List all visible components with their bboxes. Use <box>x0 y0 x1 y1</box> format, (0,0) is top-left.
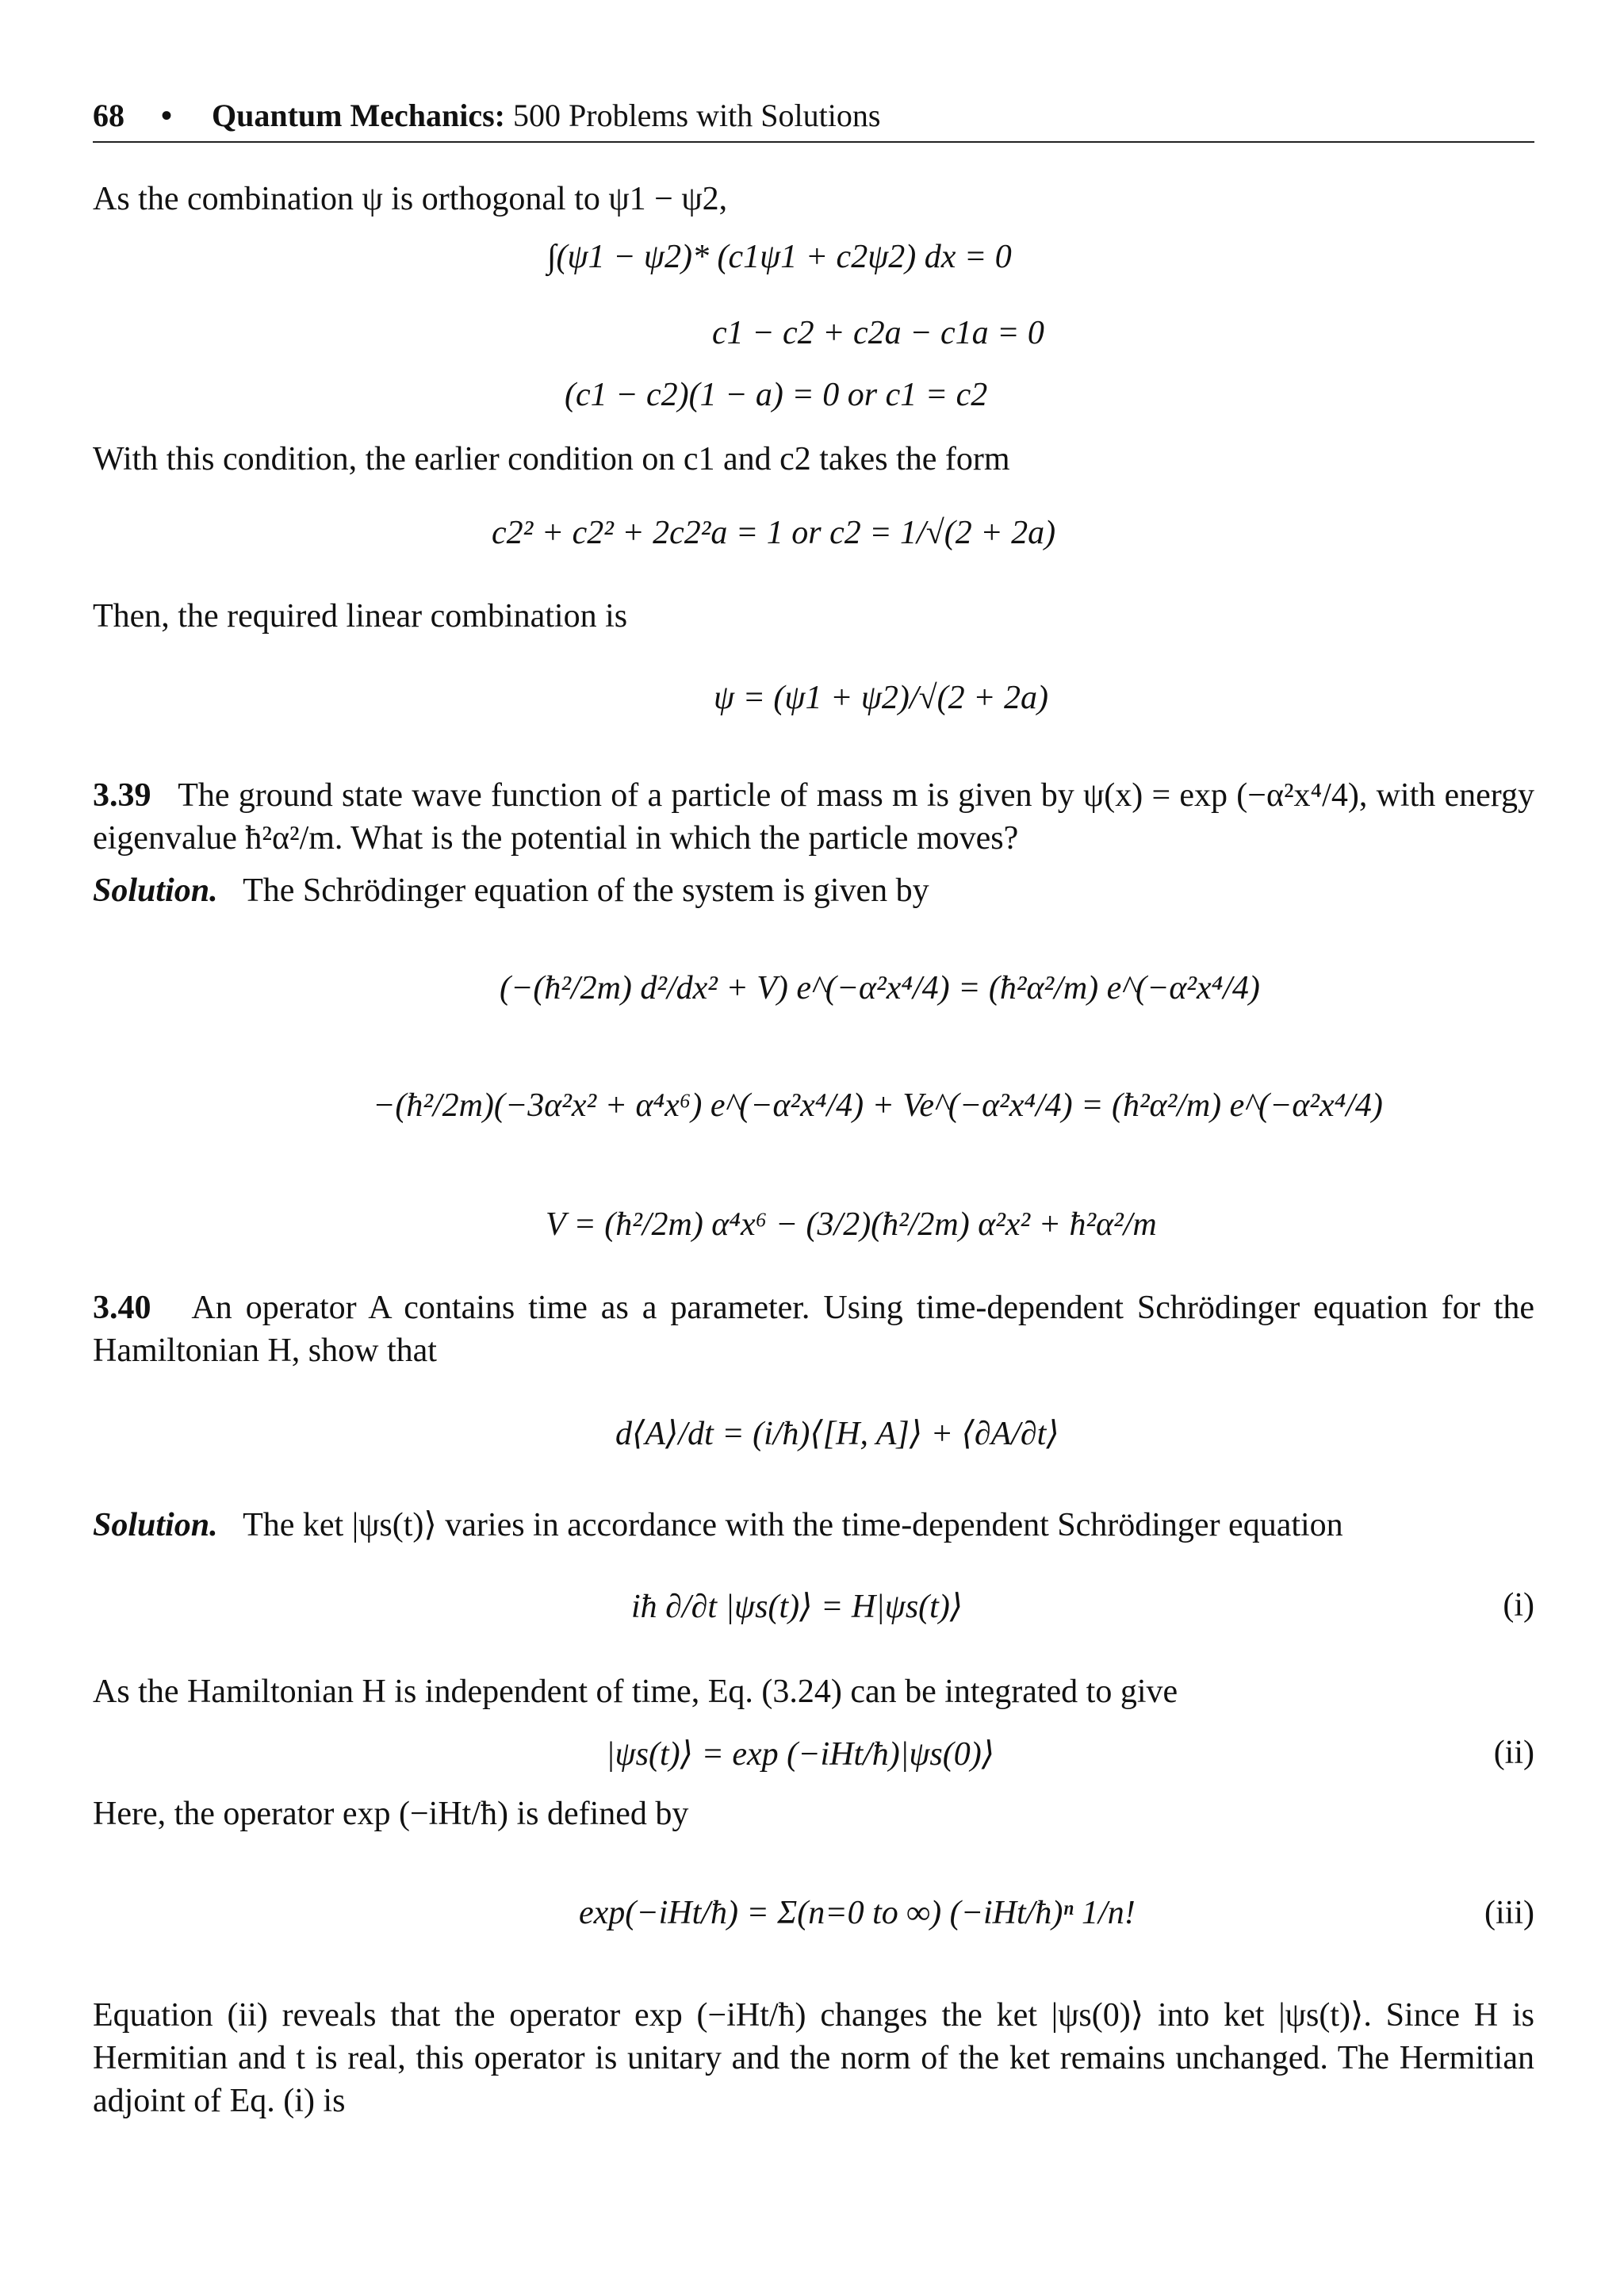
equation-coefficient-expansion: c1 − c2 + c2a − c1a = 0 <box>712 315 1044 351</box>
problem-3-40-text: An operator A contains time as a parameter. Using time-dependent Schrödinger equation for the Hamiltonian H, show that <box>93 1290 1535 1369</box>
paragraph-hamiltonian-independent: As the Hamiltonian H is independent of time, Eq. (3.24) can be integrated to give <box>93 1673 1178 1710</box>
solution-3-40 <box>93 1504 1534 1547</box>
book-title-rest: 500 Problems with Solutions <box>513 98 881 133</box>
problem-number-3-40: 3.40 <box>93 1290 151 1326</box>
solution-label: Solution. <box>93 872 218 909</box>
page-number: 68 <box>93 98 124 133</box>
equation-exponential-series: exp(−iHt/ħ) = Σ(n=0 to ∞) (−iHt/ħ)ⁿ 1/n! <box>579 1895 1136 1931</box>
equation-tag-ii: (ii) <box>1493 1735 1534 1771</box>
problem-3-40 <box>93 1286 1534 1372</box>
equation-orthogonality-integral: ∫(ψ1 − ψ2)* (c1ψ1 + c2ψ2) dx = 0 <box>547 239 1012 275</box>
book-title-bold: Quantum Mechanics: <box>212 98 505 133</box>
equation-potential-result: V = (ħ²/2m) α⁴x⁶ − (3/2)(ħ²/2m) α²x² + ħ²α²/m <box>546 1206 1157 1243</box>
equation-ehrenfest: d⟨A⟩/dt = (i/ħ)⟨[H, A]⟩ + ⟨∂A/∂t⟩ <box>615 1416 1059 1452</box>
equation-schrodinger-expanded: −(ħ²/2m)(−3α²x² + α⁴x⁶) e^(−α²x⁴/4) + Ve^(−α²x⁴/4) = (ħ²α²/m) e^(−α²x⁴/4) <box>373 1087 1383 1124</box>
header-bullet: • <box>161 98 173 133</box>
equation-psi-combination: ψ = (ψ1 + ψ2)/√(2 + 2a) <box>714 680 1048 716</box>
equation-normalization: c2² + c2² + 2c2²a = 1 or c2 = 1/√(2 + 2a) <box>492 515 1056 551</box>
paragraph-earlier-condition: With this condition, the earlier condition on c1 and c2 takes the form <box>93 441 1010 477</box>
paragraph-operator-definition: Here, the operator exp (−iHt/ħ) is defined by <box>93 1796 689 1832</box>
solution-label-2: Solution. <box>93 1507 218 1543</box>
solution-3-39-text: The Schrödinger equation of the system is given by <box>243 872 929 909</box>
equation-coefficient-condition: (c1 − c2)(1 − a) = 0 or c1 = c2 <box>565 377 988 413</box>
problem-number-3-39: 3.39 <box>93 777 151 814</box>
problem-3-39-text: The ground state wave function of a particle of mass m is given by ψ(x) = exp (−α²x⁴/4), with energy eigenvalue ħ²α²/m. What is the potential in which the particle moves? <box>93 777 1535 857</box>
equation-time-evolution: |ψs(t)⟩ = exp (−iHt/ħ)|ψs(0)⟩ <box>606 1736 995 1773</box>
paragraph-unitary-operator: Equation (ii) reveals that the operator exp (−iHt/ħ) changes the ket |ψs(0)⟩ into ket |ψs(t)⟩. Since H is Hermitian and t is real, this operator is unitary and the norm of the ket remains unchanged. The Hermitian adjoint of Eq. (i) is <box>93 1997 1534 2119</box>
paragraph-linear-combination: Then, the required linear combination is <box>93 598 628 635</box>
equation-schrodinger-ground-state: (−(ħ²/2m) d²/dx² + V) e^(−α²x⁴/4) = (ħ²α²/m) e^(−α²x⁴/4) <box>500 970 1260 1006</box>
running-header <box>93 94 1534 143</box>
solution-3-40-text: The ket |ψs(t)⟩ varies in accordance with the time-dependent Schrödinger equation <box>243 1507 1343 1543</box>
equation-tag-i: (i) <box>1503 1587 1534 1624</box>
solution-3-39 <box>93 869 1534 912</box>
problem-3-39 <box>93 774 1534 860</box>
equation-time-dependent-schrodinger: iħ ∂/∂t |ψs(t)⟩ = H|ψs(t)⟩ <box>631 1589 963 1625</box>
equation-tag-iii: (iii) <box>1484 1895 1534 1931</box>
book-title <box>212 97 880 134</box>
paragraph-orthogonal: As the combination ψ is orthogonal to ψ1 − ψ2, <box>93 181 728 217</box>
